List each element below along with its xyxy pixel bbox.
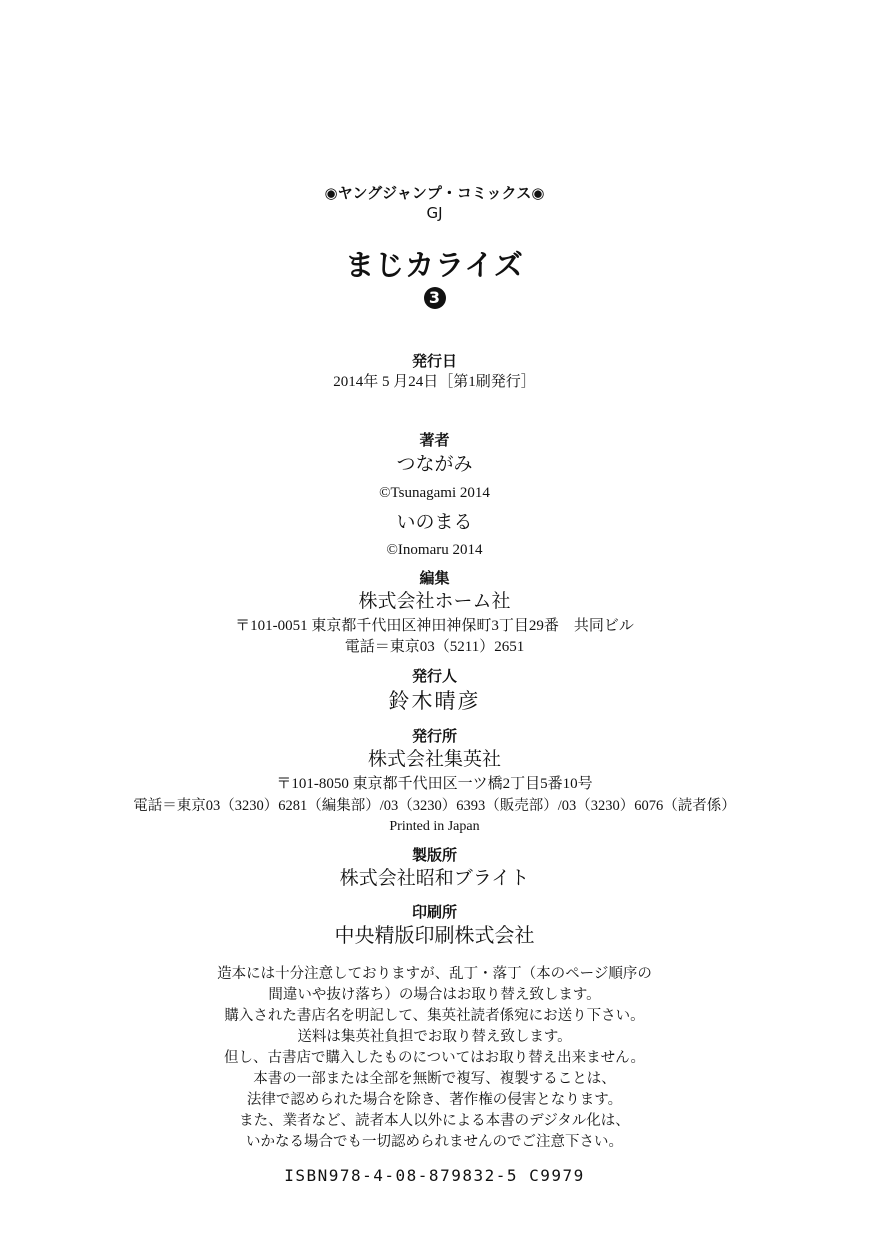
publisher-address: 〒101-8050 東京都千代田区一ツ橋2丁目5番10号	[276, 776, 593, 792]
notice-line: 造本には十分注意しておりますが、乱丁・落丁（本のページ順序の	[217, 966, 652, 982]
volume-badge-wrap	[0, 287, 869, 309]
editor-phone: 電話＝東京03（5211）2651	[344, 639, 525, 655]
volume-badge: 3	[424, 287, 446, 309]
notice-line: また、業者など、読者本人以外による本書のデジタル化は、	[239, 1113, 630, 1129]
notice-line: 購入された書店名を明記して、集英社読者係宛にお送り下さい。	[224, 1008, 645, 1024]
notice-line: 但し、古書店で購入したものについてはお取り替え出来ません。	[223, 1050, 646, 1066]
publisher-person-name: 鈴木晴彦	[388, 689, 481, 713]
author1-copyright: ©Tsunagami 2014	[379, 485, 490, 501]
printed-in-japan: Printed in Japan	[389, 819, 480, 834]
publish-date-heading: 発行日	[411, 352, 457, 370]
publisher-person-heading: 発行人	[411, 667, 457, 685]
editor-address: 〒101-0051 東京都千代田区神田神保町3丁目29番 共同ビル	[235, 618, 634, 634]
notice-line: 本書の一部または全部を無断で複写、複製することは、	[253, 1071, 616, 1087]
plate-maker-heading: 製版所	[411, 846, 457, 864]
notice-line: 送料は集英社負担でお取り替え致します。	[297, 1029, 572, 1045]
publish-date-value: 2014年 5 月24日［第1刷発行］	[333, 374, 536, 390]
editor-heading: 編集	[419, 569, 450, 587]
plate-maker-company: 株式会社昭和ブライト	[339, 868, 530, 889]
publisher-company: 株式会社集英社	[367, 749, 501, 770]
author1-name: つながみ	[396, 454, 473, 475]
isbn: ISBN978-4-08-879832-5 C9979	[284, 1166, 585, 1185]
book-title: まじカライズ	[345, 248, 524, 282]
publisher-phone: 電話＝東京03（3230）6281（編集部）/03（3230）6393（販売部）/03（3230）6076（読者係）	[133, 798, 736, 814]
series-label: ◉ヤングジャンプ・コミックス◉	[324, 184, 545, 202]
notice-line: いかなる場合でも一切認められませんのでご注意下さい。	[246, 1134, 623, 1150]
notice-line: 間違いや抜け落ち）の場合はお取り替え致します。	[268, 987, 601, 1003]
author2-name: いのまる	[396, 512, 473, 533]
publisher-heading: 発行所	[411, 727, 457, 745]
printer-heading: 印刷所	[411, 903, 457, 921]
author2-copyright: ©Inomaru 2014	[386, 542, 483, 558]
series-code: GJ	[426, 204, 443, 222]
authors-heading: 著者	[419, 431, 450, 449]
printer-company: 中央精版印刷株式会社	[334, 925, 535, 947]
notice-block	[0, 964, 869, 1153]
editor-company: 株式会社ホーム社	[358, 591, 511, 612]
notice-line: 法律で認められた場合を除き、著作権の侵害となります。	[246, 1092, 623, 1108]
